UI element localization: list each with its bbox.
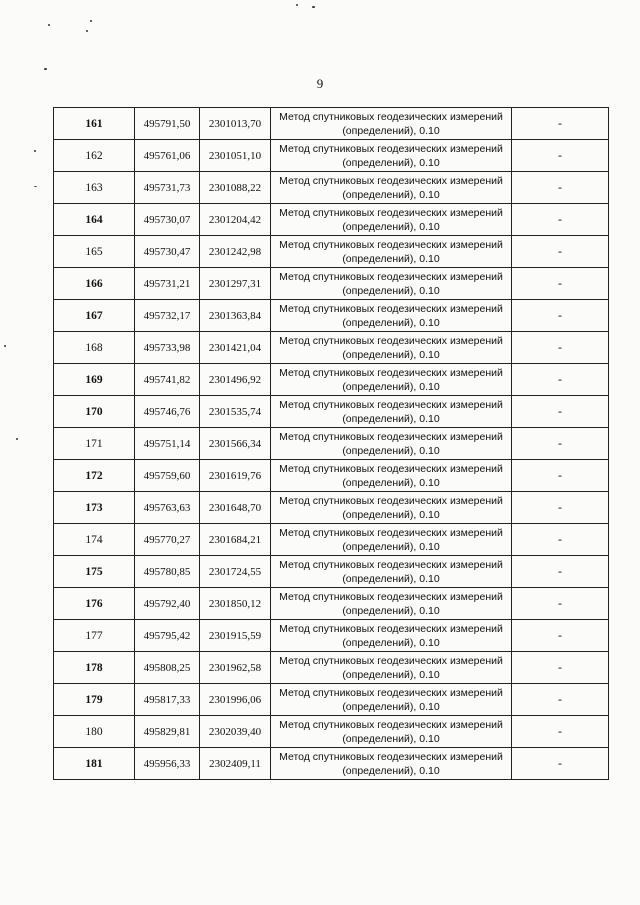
method-line-1: Метод спутниковых геодезических измерений: [279, 558, 503, 571]
table-row: [54, 460, 609, 492]
method-cell: [271, 524, 512, 556]
point-number-cell: 177: [54, 620, 135, 652]
method-line-1: Метод спутниковых геодезических измерений: [279, 366, 503, 379]
method-line-1: Метод спутниковых геодезических измерений: [279, 270, 503, 283]
method-line-1: Метод спутниковых геодезических измерений: [279, 302, 503, 315]
point-number-cell: 181: [54, 748, 135, 780]
method-line-1: Метод спутниковых геодезических измерений: [279, 334, 503, 347]
y-coordinate-cell: 2301850,12: [200, 588, 271, 620]
scan-speck: [34, 150, 36, 152]
method-cell: [271, 460, 512, 492]
method-line-1: Метод спутниковых геодезических измерений: [279, 494, 503, 507]
x-coordinate-cell: 495792,40: [135, 588, 200, 620]
method-cell: [271, 588, 512, 620]
point-number-cell: 169: [54, 364, 135, 396]
point-number-cell: 179: [54, 684, 135, 716]
note-cell: -: [512, 748, 609, 780]
y-coordinate-cell: 2301724,55: [200, 556, 271, 588]
method-cell: [271, 268, 512, 300]
note-cell: -: [512, 524, 609, 556]
y-coordinate-cell: 2302039,40: [200, 716, 271, 748]
y-coordinate-cell: 2301996,06: [200, 684, 271, 716]
table-row: [54, 588, 609, 620]
note-cell: -: [512, 364, 609, 396]
x-coordinate-cell: 495733,98: [135, 332, 200, 364]
method-cell: [271, 556, 512, 588]
y-coordinate-cell: 2301684,21: [200, 524, 271, 556]
method-line-2: (определений), 0.10: [342, 540, 440, 553]
point-number-cell: 172: [54, 460, 135, 492]
table-row: [54, 140, 609, 172]
method-line-2: (определений), 0.10: [342, 668, 440, 681]
y-coordinate-cell: 2301535,74: [200, 396, 271, 428]
note-cell: -: [512, 716, 609, 748]
point-number-cell: 161: [54, 108, 135, 140]
table-row: [54, 524, 609, 556]
method-line-2: (определений), 0.10: [342, 348, 440, 361]
x-coordinate-cell: 495956,33: [135, 748, 200, 780]
method-line-2: (определений), 0.10: [342, 220, 440, 233]
scan-speck: [4, 345, 6, 347]
method-line-1: Метод спутниковых геодезических измерений: [279, 686, 503, 699]
y-coordinate-cell: 2302409,11: [200, 748, 271, 780]
method-line-1: Метод спутниковых геодезических измерений: [279, 462, 503, 475]
table-row: [54, 108, 609, 140]
point-number-cell: 168: [54, 332, 135, 364]
x-coordinate-cell: 495817,33: [135, 684, 200, 716]
y-coordinate-cell: 2301088,22: [200, 172, 271, 204]
method-line-2: (определений), 0.10: [342, 732, 440, 745]
method-line-2: (определений), 0.10: [342, 284, 440, 297]
point-number-cell: 171: [54, 428, 135, 460]
method-line-2: (определений), 0.10: [342, 252, 440, 265]
point-number-cell: 173: [54, 492, 135, 524]
scan-speck: [16, 438, 18, 440]
note-cell: -: [512, 236, 609, 268]
method-line-2: (определений), 0.10: [342, 572, 440, 585]
method-cell: [271, 620, 512, 652]
table-row: [54, 556, 609, 588]
note-cell: -: [512, 140, 609, 172]
method-line-1: Метод спутниковых геодезических измерений: [279, 206, 503, 219]
page-number: 9: [316, 76, 324, 91]
y-coordinate-cell: 2301648,70: [200, 492, 271, 524]
y-coordinate-cell: 2301566,34: [200, 428, 271, 460]
table-row: [54, 428, 609, 460]
method-cell: [271, 716, 512, 748]
point-number-cell: 176: [54, 588, 135, 620]
method-line-2: (определений), 0.10: [342, 604, 440, 617]
table-row: [54, 716, 609, 748]
coordinates-table-body: [54, 108, 609, 780]
x-coordinate-cell: 495795,42: [135, 620, 200, 652]
method-line-1: Метод спутниковых геодезических измерений: [279, 238, 503, 251]
table-row: [54, 652, 609, 684]
x-coordinate-cell: 495730,47: [135, 236, 200, 268]
table-row: [54, 748, 609, 780]
scan-speck: [34, 186, 37, 187]
note-cell: -: [512, 556, 609, 588]
note-cell: -: [512, 428, 609, 460]
method-line-1: Метод спутниковых геодезических измерений: [279, 174, 503, 187]
scan-speck: [296, 4, 298, 6]
table-row: [54, 204, 609, 236]
y-coordinate-cell: 2301297,31: [200, 268, 271, 300]
table-row: [54, 172, 609, 204]
x-coordinate-cell: 495746,76: [135, 396, 200, 428]
x-coordinate-cell: 495808,25: [135, 652, 200, 684]
method-cell: [271, 428, 512, 460]
method-line-2: (определений), 0.10: [342, 380, 440, 393]
point-number-cell: 162: [54, 140, 135, 172]
y-coordinate-cell: 2301421,04: [200, 332, 271, 364]
note-cell: -: [512, 300, 609, 332]
method-cell: [271, 204, 512, 236]
method-cell: [271, 492, 512, 524]
method-line-1: Метод спутниковых геодезических измерений: [279, 718, 503, 731]
method-line-2: (определений), 0.10: [342, 700, 440, 713]
point-number-cell: 170: [54, 396, 135, 428]
note-cell: -: [512, 652, 609, 684]
method-line-1: Метод спутниковых геодезических измерений: [279, 622, 503, 635]
note-cell: -: [512, 172, 609, 204]
table-row: [54, 684, 609, 716]
table-row: [54, 236, 609, 268]
point-number-cell: 164: [54, 204, 135, 236]
note-cell: -: [512, 460, 609, 492]
point-number-cell: 167: [54, 300, 135, 332]
method-line-1: Метод спутниковых геодезических измерений: [279, 110, 503, 123]
method-line-1: Метод спутниковых геодезических измерений: [279, 398, 503, 411]
y-coordinate-cell: 2301363,84: [200, 300, 271, 332]
table-row: [54, 332, 609, 364]
note-cell: -: [512, 684, 609, 716]
x-coordinate-cell: 495829,81: [135, 716, 200, 748]
method-cell: [271, 684, 512, 716]
point-number-cell: 166: [54, 268, 135, 300]
method-line-1: Метод спутниковых геодезических измерений: [279, 590, 503, 603]
method-line-2: (определений), 0.10: [342, 124, 440, 137]
scan-speck: [90, 20, 92, 22]
x-coordinate-cell: 495759,60: [135, 460, 200, 492]
method-cell: [271, 172, 512, 204]
method-line-1: Метод спутниковых геодезических измерений: [279, 654, 503, 667]
method-line-2: (определений), 0.10: [342, 444, 440, 457]
x-coordinate-cell: 495770,27: [135, 524, 200, 556]
y-coordinate-cell: 2301496,92: [200, 364, 271, 396]
x-coordinate-cell: 495751,14: [135, 428, 200, 460]
x-coordinate-cell: 495780,85: [135, 556, 200, 588]
x-coordinate-cell: 495741,82: [135, 364, 200, 396]
x-coordinate-cell: 495731,21: [135, 268, 200, 300]
method-line-2: (определений), 0.10: [342, 476, 440, 489]
y-coordinate-cell: 2301013,70: [200, 108, 271, 140]
note-cell: -: [512, 108, 609, 140]
x-coordinate-cell: 495732,17: [135, 300, 200, 332]
y-coordinate-cell: 2301242,98: [200, 236, 271, 268]
method-cell: [271, 396, 512, 428]
method-line-2: (определений), 0.10: [342, 508, 440, 521]
scan-speck: [312, 6, 315, 8]
y-coordinate-cell: 2301051,10: [200, 140, 271, 172]
table-row: [54, 268, 609, 300]
method-line-2: (определений), 0.10: [342, 412, 440, 425]
x-coordinate-cell: 495763,63: [135, 492, 200, 524]
point-number-cell: 180: [54, 716, 135, 748]
y-coordinate-cell: 2301204,42: [200, 204, 271, 236]
note-cell: -: [512, 588, 609, 620]
method-line-1: Метод спутниковых геодезических измерений: [279, 430, 503, 443]
method-line-2: (определений), 0.10: [342, 764, 440, 777]
point-number-cell: 174: [54, 524, 135, 556]
method-line-2: (определений), 0.10: [342, 316, 440, 329]
method-cell: [271, 236, 512, 268]
method-line-2: (определений), 0.10: [342, 188, 440, 201]
x-coordinate-cell: 495731,73: [135, 172, 200, 204]
table-row: [54, 364, 609, 396]
point-number-cell: 163: [54, 172, 135, 204]
point-number-cell: 178: [54, 652, 135, 684]
method-cell: [271, 108, 512, 140]
method-cell: [271, 300, 512, 332]
point-number-cell: 175: [54, 556, 135, 588]
method-line-2: (определений), 0.10: [342, 156, 440, 169]
method-line-2: (определений), 0.10: [342, 636, 440, 649]
note-cell: -: [512, 268, 609, 300]
coordinates-table: [53, 107, 609, 780]
method-line-1: Метод спутниковых геодезических измерений: [279, 526, 503, 539]
method-cell: [271, 332, 512, 364]
scan-speck: [44, 68, 47, 70]
scan-speck: [48, 24, 50, 26]
note-cell: -: [512, 332, 609, 364]
x-coordinate-cell: 495761,06: [135, 140, 200, 172]
scan-speck: [86, 30, 88, 32]
table-row: [54, 396, 609, 428]
note-cell: -: [512, 204, 609, 236]
method-cell: [271, 652, 512, 684]
y-coordinate-cell: 2301962,58: [200, 652, 271, 684]
method-line-1: Метод спутниковых геодезических измерений: [279, 750, 503, 763]
table-row: [54, 492, 609, 524]
method-cell: [271, 364, 512, 396]
note-cell: -: [512, 620, 609, 652]
x-coordinate-cell: 495791,50: [135, 108, 200, 140]
point-number-cell: 165: [54, 236, 135, 268]
method-cell: [271, 140, 512, 172]
y-coordinate-cell: 2301619,76: [200, 460, 271, 492]
note-cell: -: [512, 492, 609, 524]
table-row: [54, 620, 609, 652]
method-cell: [271, 748, 512, 780]
table-row: [54, 300, 609, 332]
method-line-1: Метод спутниковых геодезических измерений: [279, 142, 503, 155]
y-coordinate-cell: 2301915,59: [200, 620, 271, 652]
x-coordinate-cell: 495730,07: [135, 204, 200, 236]
note-cell: -: [512, 396, 609, 428]
